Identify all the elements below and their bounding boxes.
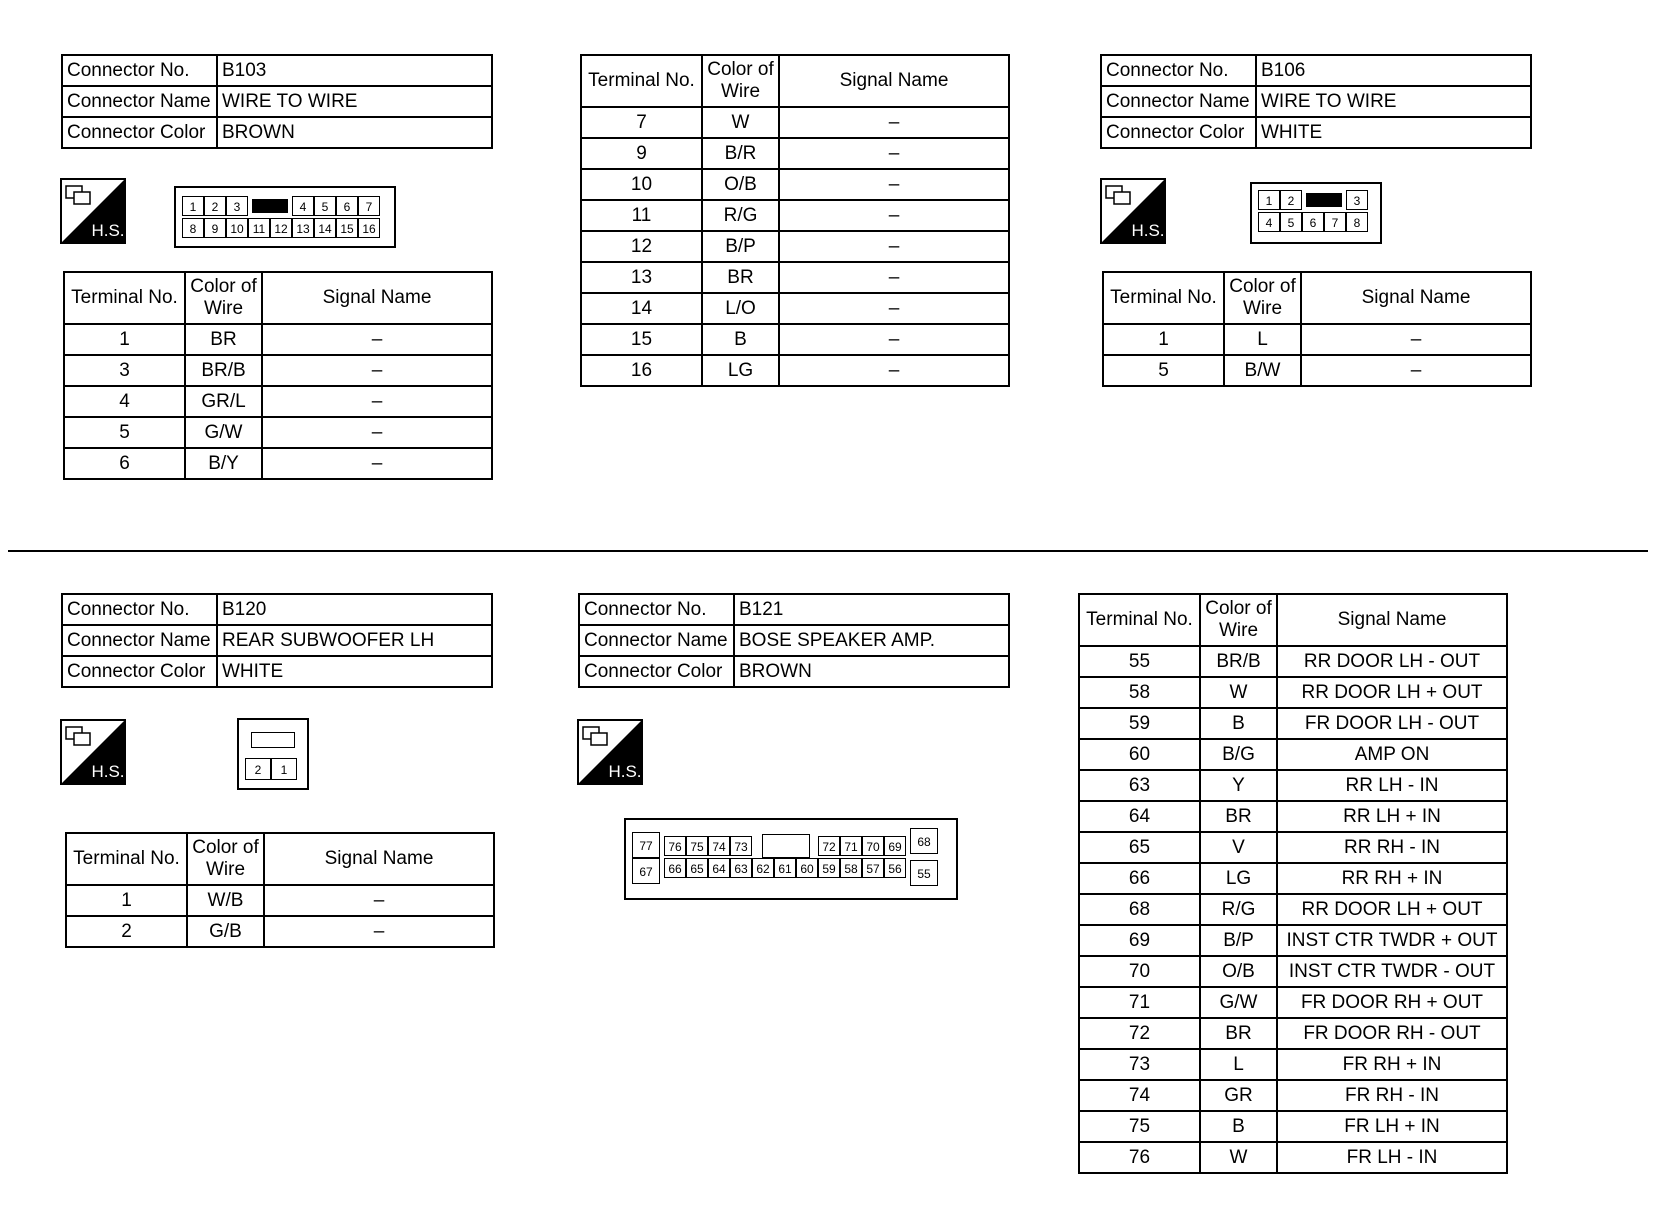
terminal-no-cell: 55	[1079, 646, 1200, 677]
hs-connector-icon	[577, 719, 643, 790]
connector-pin: 66	[664, 858, 686, 878]
b121-terminal-table	[1078, 593, 1508, 1174]
connector-color-label: Connector Color	[1101, 117, 1256, 148]
table-row	[581, 355, 1009, 386]
table-row	[581, 169, 1009, 200]
connector-pin: 3	[1346, 190, 1368, 210]
connector-pin: 71	[840, 836, 862, 856]
signal-name-cell: –	[779, 324, 1009, 355]
connector-pin: 6	[1302, 212, 1324, 232]
table-row	[1079, 1049, 1507, 1080]
connector-pin: 61	[774, 858, 796, 878]
signal-name-cell: RR DOOR LH + OUT	[1277, 894, 1507, 925]
terminal-no-cell: 69	[1079, 925, 1200, 956]
signal-name-cell: –	[779, 169, 1009, 200]
table-row	[1079, 894, 1507, 925]
connector-pin: 13	[292, 218, 314, 238]
terminal-no-cell: 70	[1079, 956, 1200, 987]
connector-pin: 57	[862, 858, 884, 878]
signal-name-cell: FR RH + IN	[1277, 1049, 1507, 1080]
connector-pin: 63	[730, 858, 752, 878]
connector-name-label: Connector Name	[579, 625, 734, 656]
connector-pin: 1	[1258, 190, 1280, 210]
terminal-no-header: Terminal No.	[581, 55, 702, 107]
connector-pin: 64	[708, 858, 730, 878]
table-row	[66, 916, 494, 947]
connector-pin: 8	[182, 218, 204, 238]
signal-name-cell: FR DOOR RH - OUT	[1277, 1018, 1507, 1049]
hs-connector-icon	[60, 719, 126, 790]
wire-color-cell: O/B	[1200, 956, 1277, 987]
wire-color-cell: B	[1200, 1111, 1277, 1142]
wire-color-cell: B/G	[1200, 739, 1277, 770]
b106-connector-face	[1250, 182, 1382, 244]
terminal-no-cell: 16	[581, 355, 702, 386]
terminal-no-cell: 71	[1079, 987, 1200, 1018]
connector-no-label: Connector No.	[579, 594, 734, 625]
table-row	[1103, 324, 1531, 355]
signal-name-cell: –	[779, 262, 1009, 293]
terminal-no-cell: 12	[581, 231, 702, 262]
color-of-wire-header: Color of Wire	[185, 272, 262, 324]
connector-pin: 69	[884, 836, 906, 856]
signal-name-cell: FR LH - IN	[1277, 1142, 1507, 1173]
terminal-no-cell: 2	[66, 916, 187, 947]
terminal-no-header: Terminal No.	[1079, 594, 1200, 646]
b106-info-table	[1100, 54, 1532, 149]
signal-name-cell: RR LH + IN	[1277, 801, 1507, 832]
connector-pin: 73	[730, 836, 752, 856]
wire-color-cell: BR	[185, 324, 262, 355]
signal-name-cell: INST CTR TWDR + OUT	[1277, 925, 1507, 956]
connector-pin: 68	[910, 828, 938, 854]
table-row	[1079, 708, 1507, 739]
connector-pin: 74	[708, 836, 730, 856]
connector-pin: 8	[1346, 212, 1368, 232]
signal-name-cell: –	[779, 107, 1009, 138]
signal-name-cell: –	[1301, 355, 1531, 386]
terminal-no-cell: 13	[581, 262, 702, 293]
connector-name-value: BOSE SPEAKER AMP.	[734, 625, 1009, 656]
hs-connector-icon	[60, 178, 126, 249]
signal-name-cell: –	[262, 448, 492, 479]
terminal-no-cell: 58	[1079, 677, 1200, 708]
connector-pin: 58	[840, 858, 862, 878]
wire-color-cell: B	[1200, 708, 1277, 739]
signal-name-header: Signal Name	[1301, 272, 1531, 324]
signal-name-cell: –	[264, 885, 494, 916]
table-row	[1079, 677, 1507, 708]
connector-lock	[252, 199, 288, 213]
wire-color-cell: LG	[702, 355, 779, 386]
connector-color-label: Connector Color	[579, 656, 734, 687]
connector-pin: 59	[818, 858, 840, 878]
color-of-wire-header: Color of Wire	[702, 55, 779, 107]
wire-color-cell: BR/B	[185, 355, 262, 386]
wire-color-cell: G/W	[185, 417, 262, 448]
terminal-no-cell: 5	[64, 417, 185, 448]
connector-name-value: WIRE TO WIRE	[1256, 86, 1531, 117]
wire-color-cell: O/B	[702, 169, 779, 200]
connector-pin: 16	[358, 218, 380, 238]
svg-text:H.S.: H.S.	[608, 762, 642, 781]
terminal-no-cell: 72	[1079, 1018, 1200, 1049]
wire-color-cell: B/R	[702, 138, 779, 169]
table-row	[64, 448, 492, 479]
connector-pin: 6	[336, 196, 358, 216]
signal-name-cell: –	[262, 324, 492, 355]
signal-name-cell: RR DOOR LH + OUT	[1277, 677, 1507, 708]
terminal-no-cell: 59	[1079, 708, 1200, 739]
wire-color-cell: B/W	[1224, 355, 1301, 386]
wire-color-cell: L	[1200, 1049, 1277, 1080]
connector-no-value: B103	[217, 55, 492, 86]
wire-color-cell: BR	[1200, 801, 1277, 832]
table-row	[66, 885, 494, 916]
connector-pin: 77	[632, 832, 660, 858]
connector-pin: 55	[910, 860, 938, 886]
wire-color-cell: W	[702, 107, 779, 138]
wire-color-cell: G/B	[187, 916, 264, 947]
connector-pin: 1	[182, 196, 204, 216]
b121-info-table	[578, 593, 1010, 688]
connector-no-label: Connector No.	[62, 594, 217, 625]
connector-pin: 62	[752, 858, 774, 878]
connector-pin: 65	[686, 858, 708, 878]
connector-lock	[251, 732, 295, 748]
table-row	[1079, 1080, 1507, 1111]
wire-color-cell: L	[1224, 324, 1301, 355]
connector-name-label: Connector Name	[62, 86, 217, 117]
table-row	[581, 262, 1009, 293]
signal-name-cell: RR DOOR LH - OUT	[1277, 646, 1507, 677]
terminal-no-header: Terminal No.	[64, 272, 185, 324]
signal-name-header: Signal Name	[779, 55, 1009, 107]
wire-color-cell: B/P	[1200, 925, 1277, 956]
signal-name-cell: RR RH - IN	[1277, 832, 1507, 863]
terminal-no-cell: 1	[66, 885, 187, 916]
wire-color-cell: Y	[1200, 770, 1277, 801]
wire-color-cell: G/W	[1200, 987, 1277, 1018]
terminal-no-cell: 1	[1103, 324, 1224, 355]
connector-pin: 4	[1258, 212, 1280, 232]
terminal-no-cell: 9	[581, 138, 702, 169]
signal-name-cell: –	[264, 916, 494, 947]
wire-color-cell: BR/B	[1200, 646, 1277, 677]
connector-pin: 4	[292, 196, 314, 216]
signal-name-cell: –	[262, 355, 492, 386]
connector-color-label: Connector Color	[62, 117, 217, 148]
terminal-no-header: Terminal No.	[66, 833, 187, 885]
connector-pin: 1	[271, 758, 297, 780]
connector-pin: 10	[226, 218, 248, 238]
connector-pin: 11	[248, 218, 270, 238]
signal-name-cell: –	[779, 200, 1009, 231]
connector-pin: 5	[314, 196, 336, 216]
connector-color-value: WHITE	[1256, 117, 1531, 148]
table-row	[581, 324, 1009, 355]
signal-name-cell: –	[779, 138, 1009, 169]
wire-color-cell: B/P	[702, 231, 779, 262]
wire-color-cell: B	[702, 324, 779, 355]
terminal-no-cell: 11	[581, 200, 702, 231]
connector-name-value: WIRE TO WIRE	[217, 86, 492, 117]
terminal-no-cell: 66	[1079, 863, 1200, 894]
svg-text:H.S.: H.S.	[91, 762, 125, 781]
terminal-no-header: Terminal No.	[1103, 272, 1224, 324]
table-row	[1079, 832, 1507, 863]
table-row	[1079, 925, 1507, 956]
terminal-no-cell: 75	[1079, 1111, 1200, 1142]
terminal-no-cell: 73	[1079, 1049, 1200, 1080]
connector-pin: 5	[1280, 212, 1302, 232]
connector-pin: 7	[1324, 212, 1346, 232]
table-row	[1079, 956, 1507, 987]
terminal-no-cell: 10	[581, 169, 702, 200]
table-row	[1079, 1111, 1507, 1142]
terminal-no-cell: 7	[581, 107, 702, 138]
connector-no-value: B106	[1256, 55, 1531, 86]
connector-no-label: Connector No.	[62, 55, 217, 86]
b103-terminal-table-continued	[580, 54, 1010, 387]
table-row	[1079, 801, 1507, 832]
terminal-no-cell: 3	[64, 355, 185, 386]
table-row	[64, 324, 492, 355]
table-row	[1103, 355, 1531, 386]
connector-pin: 67	[632, 858, 660, 884]
terminal-no-cell: 6	[64, 448, 185, 479]
wire-color-cell: V	[1200, 832, 1277, 863]
signal-name-cell: –	[779, 293, 1009, 324]
connector-name-label: Connector Name	[1101, 86, 1256, 117]
terminal-no-cell: 76	[1079, 1142, 1200, 1173]
signal-name-cell: –	[779, 231, 1009, 262]
wire-color-cell: L/O	[702, 293, 779, 324]
connector-pin: 12	[270, 218, 292, 238]
terminal-no-cell: 63	[1079, 770, 1200, 801]
wire-color-cell: BR	[1200, 1018, 1277, 1049]
connector-pin: 7	[358, 196, 380, 216]
signal-name-cell: –	[262, 417, 492, 448]
connector-color-label: Connector Color	[62, 656, 217, 687]
wire-color-cell: W	[1200, 1142, 1277, 1173]
table-row	[581, 231, 1009, 262]
signal-name-header: Signal Name	[262, 272, 492, 324]
connector-name-value: REAR SUBWOOFER LH	[217, 625, 492, 656]
connector-pin: 2	[204, 196, 226, 216]
connector-no-value: B121	[734, 594, 1009, 625]
connector-color-value: WHITE	[217, 656, 492, 687]
signal-name-header: Signal Name	[1277, 594, 1507, 646]
color-of-wire-header: Color of Wire	[1200, 594, 1277, 646]
table-row	[581, 200, 1009, 231]
terminal-no-cell: 5	[1103, 355, 1224, 386]
b103-info-table	[61, 54, 493, 149]
signal-name-cell: AMP ON	[1277, 739, 1507, 770]
table-row	[64, 417, 492, 448]
connector-pin: 60	[796, 858, 818, 878]
table-row	[1079, 770, 1507, 801]
table-row	[581, 138, 1009, 169]
wire-color-cell: R/G	[1200, 894, 1277, 925]
connector-pin: 9	[204, 218, 226, 238]
signal-name-cell: –	[1301, 324, 1531, 355]
signal-name-cell: –	[779, 355, 1009, 386]
table-row	[581, 107, 1009, 138]
connector-pin: 3	[226, 196, 248, 216]
section-divider	[8, 550, 1648, 552]
connector-pin: 76	[664, 836, 686, 856]
svg-text:H.S.: H.S.	[91, 221, 125, 240]
b120-connector-face	[237, 718, 309, 790]
wire-color-cell: B/Y	[185, 448, 262, 479]
wire-color-cell: LG	[1200, 863, 1277, 894]
hs-connector-icon	[1100, 178, 1166, 249]
signal-name-cell: FR DOOR LH - OUT	[1277, 708, 1507, 739]
wire-color-cell: W/B	[187, 885, 264, 916]
table-row	[1079, 1018, 1507, 1049]
connector-no-label: Connector No.	[1101, 55, 1256, 86]
table-row	[64, 355, 492, 386]
signal-name-cell: INST CTR TWDR - OUT	[1277, 956, 1507, 987]
signal-name-cell: RR LH - IN	[1277, 770, 1507, 801]
connector-pin: 15	[336, 218, 358, 238]
signal-name-cell: FR DOOR RH + OUT	[1277, 987, 1507, 1018]
connector-pin: 56	[884, 858, 906, 878]
svg-text:H.S.: H.S.	[1131, 221, 1165, 240]
connector-pin: 2	[1280, 190, 1302, 210]
connector-pin: 2	[245, 758, 271, 780]
signal-name-cell: FR LH + IN	[1277, 1111, 1507, 1142]
connector-color-value: BROWN	[734, 656, 1009, 687]
connector-lock	[762, 834, 810, 858]
signal-name-cell: –	[262, 386, 492, 417]
connector-pin: 14	[314, 218, 336, 238]
b120-info-table	[61, 593, 493, 688]
table-row	[64, 386, 492, 417]
signal-name-cell: RR RH + IN	[1277, 863, 1507, 894]
connector-name-label: Connector Name	[62, 625, 217, 656]
terminal-no-cell: 68	[1079, 894, 1200, 925]
wire-color-cell: R/G	[702, 200, 779, 231]
connector-no-value: B120	[217, 594, 492, 625]
terminal-no-cell: 15	[581, 324, 702, 355]
table-row	[1079, 1142, 1507, 1173]
terminal-no-cell: 64	[1079, 801, 1200, 832]
wire-color-cell: GR/L	[185, 386, 262, 417]
signal-name-cell: FR RH - IN	[1277, 1080, 1507, 1111]
b106-terminal-table	[1102, 271, 1532, 387]
terminal-no-cell: 60	[1079, 739, 1200, 770]
terminal-no-cell: 4	[64, 386, 185, 417]
table-row	[1079, 863, 1507, 894]
connector-pin: 70	[862, 836, 884, 856]
b121-connector-face	[624, 818, 958, 900]
table-row	[1079, 987, 1507, 1018]
wire-color-cell: GR	[1200, 1080, 1277, 1111]
terminal-no-cell: 14	[581, 293, 702, 324]
connector-pin: 75	[686, 836, 708, 856]
terminal-no-cell: 65	[1079, 832, 1200, 863]
connector-pin: 72	[818, 836, 840, 856]
color-of-wire-header: Color of Wire	[1224, 272, 1301, 324]
connector-lock	[1306, 193, 1342, 207]
b103-connector-face	[174, 186, 396, 248]
table-row	[1079, 646, 1507, 677]
b120-terminal-table	[65, 832, 495, 948]
connector-color-value: BROWN	[217, 117, 492, 148]
signal-name-header: Signal Name	[264, 833, 494, 885]
b103-terminal-table	[63, 271, 493, 480]
wire-color-cell: BR	[702, 262, 779, 293]
terminal-no-cell: 74	[1079, 1080, 1200, 1111]
terminal-no-cell: 1	[64, 324, 185, 355]
wire-color-cell: W	[1200, 677, 1277, 708]
table-row	[1079, 739, 1507, 770]
color-of-wire-header: Color of Wire	[187, 833, 264, 885]
table-row	[581, 293, 1009, 324]
